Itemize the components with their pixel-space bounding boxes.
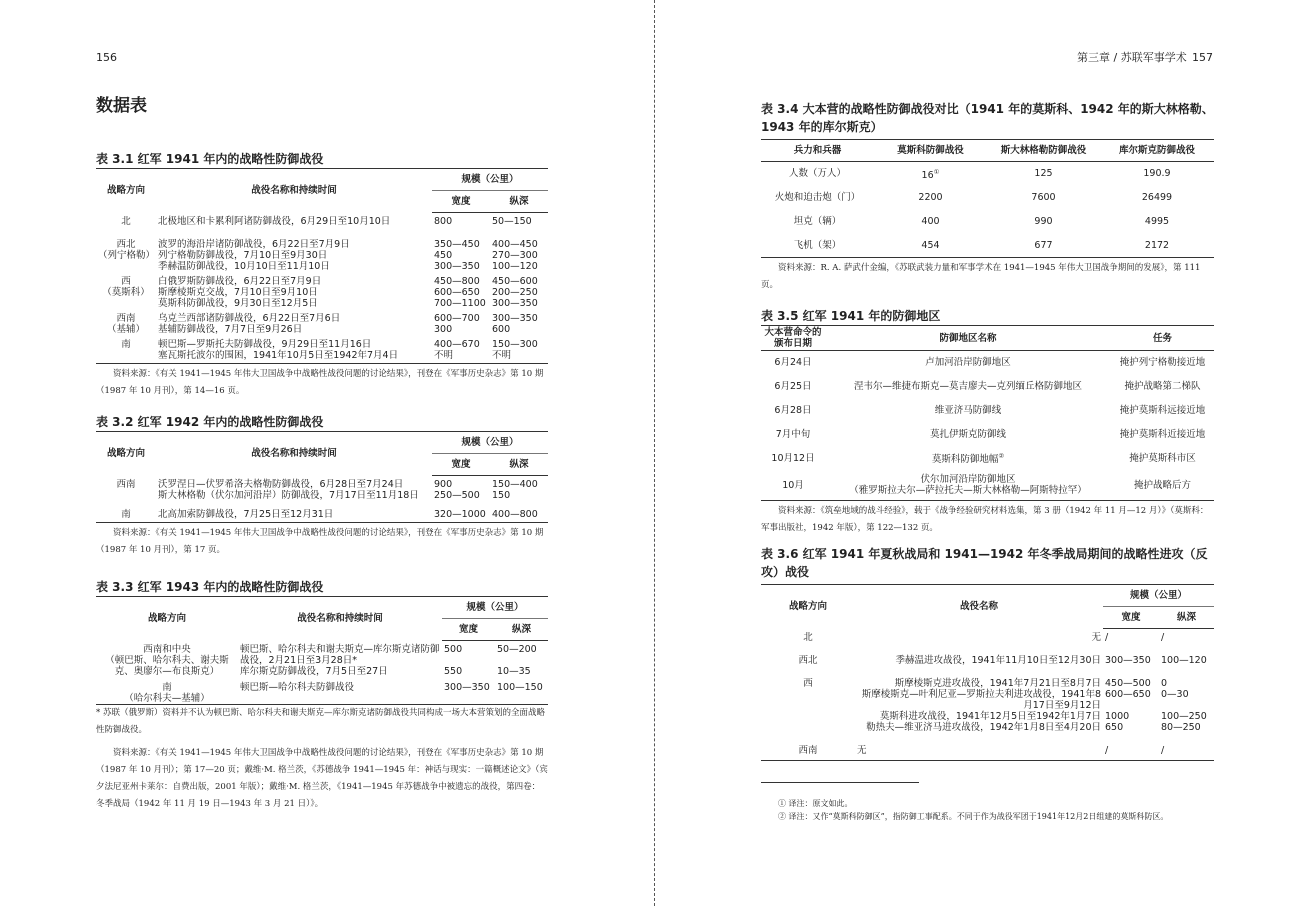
cell-width: 300—350 <box>442 679 495 705</box>
header-scale: 规模（公里） <box>1103 585 1214 607</box>
cell-value: 16① <box>921 167 940 181</box>
cell-direction: 西北 （列宁格勒） <box>98 239 156 261</box>
table-3-2-source: 资料来源：《有关 1941—1945 年伟大卫国战争中战略性战役问题的讨论结果》，刊登在《军事历史杂志》第 10 期（1987 年 10 月刊），第 17 页。 <box>96 528 544 555</box>
header-depth: 纵深 <box>490 454 548 476</box>
header-direction: 战略方向 <box>96 169 156 213</box>
table-row <box>96 311 548 337</box>
cell-area: 涅韦尔—维捷布斯克—莫吉廖夫—克列缅丘格防御地区 <box>853 381 1082 392</box>
table-row <box>96 503 548 523</box>
cell-depth: 300—350 600 <box>492 313 538 335</box>
table-header: 防御地区名称 <box>825 326 1111 351</box>
table-3-3-note: * 苏联（俄罗斯）资料并不认为顿巴斯、哈尔科夫和谢夫斯克—库尔斯克诸防御战役共同构成一场大本营策划的全面战略性防御战役。 <box>96 708 545 735</box>
table-row <box>96 229 548 274</box>
cell-area: 维亚济马防御线 <box>934 405 1002 416</box>
cell-value: 125 <box>1034 168 1053 180</box>
table-3-6 <box>761 545 1214 761</box>
table-3-4 <box>761 100 1214 294</box>
table-row <box>761 737 1214 761</box>
section-title: 数据表 <box>96 96 147 116</box>
page-gutter <box>654 0 655 906</box>
cell-direction: 西北 <box>798 655 818 666</box>
table-row <box>96 274 548 311</box>
table-row <box>761 447 1214 471</box>
header-direction: 战略方向 <box>96 432 156 476</box>
header-width: 宽度 <box>432 454 490 476</box>
header-operation: 战役名称和持续时间 <box>238 597 442 641</box>
cell-depth: 50—150 <box>492 216 532 227</box>
cell-operation: 斯摩棱斯克进攻战役，1941年7月21日至8月7日 斯摩棱斯克—叶利尼亚—罗斯拉夫利进攻战役，1941年8月17日至9月12日 莫斯科进攻战役，1941年12月5日至1942年1月7日 勒热夫—维亚济马进攻战役，1942年1月8日至4月20日 <box>861 678 1101 733</box>
cell-value: 2200 <box>918 192 943 203</box>
cell-depth: 100—120 <box>1161 655 1207 666</box>
cell-direction: 北 <box>803 631 813 643</box>
cell-width: 450—800 600—650 700—1100 <box>434 276 486 309</box>
cell-depth: / <box>1161 632 1165 643</box>
header-scale: 规模（公里） <box>432 169 548 191</box>
table-3-4-source: 资料来源：R. A. 萨武什金编，《苏联武装力量和军事学术在 1941—1945 年伟大卫国战争期间的发展》，第 111 页。 <box>761 263 1201 290</box>
cell-area: 莫斯科防御地幅② <box>931 452 1005 466</box>
header-direction: 战略方向 <box>761 585 855 629</box>
cell-task: 掩护莫斯科市区 <box>1129 453 1196 464</box>
cell-force-type: 火炮和迫击炮（门） <box>774 192 861 203</box>
cell-area: 卢加河沿岸防御地区 <box>925 357 1011 369</box>
table-row <box>761 186 1214 210</box>
cell-depth: 150—300 不明 <box>490 337 548 364</box>
table-3-3-body <box>96 641 548 705</box>
header-depth: 纵深 <box>495 619 548 641</box>
header-operation: 战役名称 <box>855 585 1103 629</box>
cell-area: 伏尔加河沿岸防御地区 （雅罗斯拉夫尔—萨拉托夫—斯大林格勒—阿斯特拉罕） <box>825 471 1111 501</box>
cell-width: / <box>1105 632 1109 643</box>
cell-force-type: 飞机（架） <box>761 234 874 258</box>
cell-value: 4995 <box>1144 216 1170 227</box>
cell-operation: 季赫温进攻战役，1941年11月10日至12月30日 <box>895 655 1101 666</box>
cell-operation: 无 <box>855 737 1103 761</box>
cell-value: 7600 <box>1031 192 1056 203</box>
cell-direction: 西 （莫斯科） <box>102 276 150 298</box>
table-row <box>96 213 548 230</box>
header-depth: 纵深 <box>490 191 548 213</box>
table-row <box>96 679 548 705</box>
cell-date: 6月24日 <box>774 357 812 369</box>
page-number-left: 156 <box>96 51 117 64</box>
right-page <box>657 0 1307 906</box>
cell-date: 10月 <box>761 471 825 501</box>
cell-direction: 北 <box>121 215 131 227</box>
header-width: 宽度 <box>1103 607 1159 629</box>
cell-task: 掩护列宁格勒接近地 <box>1119 357 1206 369</box>
cell-direction: 西南和中央 （顿巴斯、哈尔科夫、谢夫斯克、奥廖尔—布良斯克） <box>105 643 229 677</box>
table-3-5-source: 资料来源：《筑垒地域的战斗经验》，载于《战争经验研究材料选集，第 3 册（1942 年 11 月—12 月）》（莫斯科：军事出版社，1942 年版），第 122—132 页。 <box>761 506 1209 533</box>
cell-width: 300—350 <box>1105 655 1151 666</box>
table-row <box>761 399 1214 423</box>
cell-value: 454 <box>874 234 987 258</box>
cell-operation: 波罗的海沿岸诸防御战役，6月22日至7月9日 列宁格勒防御战役，7月10日至9月30日 季赫温防御战役，10月10日至11月10日 <box>158 239 350 272</box>
table-row <box>761 423 1214 447</box>
cell-operation: 顿巴斯—哈尔科夫防御战役 <box>238 679 442 705</box>
cell-depth: 150—400 150 <box>492 479 538 501</box>
table-row <box>761 471 1214 501</box>
footnote-marker-2: ② <box>998 452 1005 461</box>
table-3-1 <box>96 150 548 400</box>
header-depth: 纵深 <box>1159 607 1214 629</box>
cell-depth: 0 0—30 100—250 80—250 <box>1161 678 1207 733</box>
table-3-3-source: 资料来源：《有关 1941—1945 年伟大卫国战争中战略性战役问题的讨论结果》，刊登在《军事历史杂志》第 10 期（1987 年 10 月刊）；第 17—20 页；戴维·M. 格兰茨，《苏德战争 1941—1945 年：神话与现实：一篇概述论文》（宾夕法尼亚州卡莱尔：自费出版，2001 年版）；戴维·M. 格兰茨，《1941—1945 年苏德战争中被遗忘的战役，第四卷：冬季战局（1942 年 11 月 19 日—1943 年 3 月 21 日）》。 <box>96 748 548 809</box>
table-3-6-body <box>761 629 1214 761</box>
header-direction: 战略方向 <box>96 597 238 641</box>
table-header: 任务 <box>1111 326 1214 351</box>
cell-operation: 北极地区和卡累利阿诸防御战役，6月29日至10月10日 <box>158 215 391 227</box>
table-row <box>761 234 1214 258</box>
footnote-2: ② 译注：又作“莫斯科防御区”，指防御工事配系。不同于作为战役军团于1941年12月2日组建的莫斯科防区。 <box>778 812 1169 821</box>
table-header: 斯大林格勒防御战役 <box>987 140 1100 162</box>
cell-operation: 无 <box>1091 631 1101 643</box>
cell-depth: 400—450 270—300 100—120 <box>492 239 538 272</box>
cell-task: 掩护战略后方 <box>1111 471 1214 501</box>
table-row <box>761 210 1214 234</box>
cell-operation: 白俄罗斯防御战役，6月22日至7月9日 斯摩棱斯克交战，7月10日至9月10日 莫斯科防御战役，9月30日至12月5日 <box>158 276 322 309</box>
cell-value: 677 <box>987 234 1100 258</box>
cell-direction: 西南 <box>116 478 136 490</box>
cell-force-type: 坦克（辆） <box>793 216 842 227</box>
table-3-5 <box>761 307 1214 537</box>
table-3-4-body <box>761 162 1214 258</box>
cell-depth: 450—600 200—250 300—350 <box>492 276 538 309</box>
cell-value: 400 <box>921 216 940 227</box>
table-3-2-title: 表 3.2 红军 1942 年内的战略性防御战役 <box>96 415 324 429</box>
cell-value: 190.9 <box>1143 168 1171 180</box>
table-row <box>761 351 1214 375</box>
cell-date: 10月12日 <box>771 453 815 464</box>
cell-direction: 西南 <box>761 737 855 761</box>
cell-direction: 南 （哈尔科夫—基辅） <box>96 679 238 705</box>
cell-direction: 南 <box>96 337 156 364</box>
cell-depth: 100—150 <box>495 679 548 705</box>
table-3-1-title: 表 3.1 红军 1941 年内的战略性防御战役 <box>96 152 324 166</box>
table-3-3-title: 表 3.3 红军 1943 年内的战略性防御战役 <box>96 580 324 594</box>
footnote-rule <box>761 782 919 783</box>
cell-direction: 南 <box>96 503 156 523</box>
table-row <box>761 162 1214 186</box>
cell-depth: 50—200 10—35 <box>497 644 537 677</box>
header-operation: 战役名称和持续时间 <box>156 169 432 213</box>
cell-force-type: 人数（万人） <box>788 168 846 180</box>
table-row <box>96 641 548 680</box>
left-page <box>0 0 652 906</box>
cell-width: 900 250—500 <box>434 479 480 501</box>
cell-width: 450—500 600—650 1000 650 <box>1105 678 1151 733</box>
cell-operation: 乌克兰西部诸防御战役，6月22日至7月6日 基辅防御战役，7月7日至9月26日 <box>158 313 341 335</box>
table-row <box>761 375 1214 399</box>
cell-task: 掩护莫斯科远接近地 <box>1119 405 1206 416</box>
cell-depth: 400—800 <box>490 503 548 523</box>
table-row <box>761 647 1214 670</box>
cell-width: 500 550 <box>444 644 463 677</box>
footnote-1: ① 译注：原文如此。 <box>778 799 853 808</box>
cell-width: 800 <box>434 216 453 227</box>
footnote-marker-1: ① <box>933 167 940 176</box>
cell-operation: 顿巴斯、哈尔科夫和谢夫斯克—库尔斯克诸防御战役，2月21日至3月28日* 库尔斯克防御战役，7月5日至27日 <box>240 643 440 677</box>
cell-value: 990 <box>1034 216 1053 227</box>
header-width: 宽度 <box>432 191 490 213</box>
table-3-1-source: 资料来源：《有关 1941—1945 年伟大卫国战争中战略性战役问题的讨论结果》，刊登在《军事历史杂志》第 10 期（1987 年 10 月刊），第 14—16 页。 <box>96 369 544 396</box>
cell-task: 掩护战略第二梯队 <box>1124 381 1201 392</box>
header-width: 宽度 <box>442 619 495 641</box>
table-3-5-body <box>761 351 1214 501</box>
cell-operation: 沃罗涅日—伏罗希洛夫格勒防御战役，6月28日至7月24日 斯大林格勒（伏尔加河沿岸）防御战役，7月17日至11月18日 <box>158 478 419 501</box>
cell-width: 600—700 300 <box>434 313 480 335</box>
table-header: 兵力和兵器 <box>761 140 874 162</box>
table-3-4-title: 表 3.4 大本营的战略性防御战役对比（1941 年的莫斯科、1942 年的斯大林格勒、1943 年的库尔斯克） <box>761 102 1214 134</box>
table-3-2 <box>96 413 548 559</box>
cell-depth: / <box>1159 737 1214 761</box>
cell-operation: 北高加索防御战役，7月25日至12月31日 <box>156 503 432 523</box>
running-header: 第三章 / 苏联军事学术 <box>1077 51 1187 64</box>
cell-direction: 西南 （基辅） <box>106 313 145 335</box>
cell-width: 350—450 450 300—350 <box>434 239 480 272</box>
cell-task: 掩护莫斯科近接近地 <box>1119 429 1206 440</box>
table-row <box>96 337 548 364</box>
page-number-right: 157 <box>1192 51 1213 64</box>
table-header: 莫斯科防御战役 <box>874 140 987 162</box>
table-3-5-title: 表 3.5 红军 1941 年的防御地区 <box>761 309 941 323</box>
header-operation: 战役名称和持续时间 <box>156 432 432 476</box>
cell-value: 26499 <box>1141 192 1173 203</box>
table-3-1-body <box>96 213 548 364</box>
table-header: 大本营命令的颁布日期 <box>761 326 825 351</box>
table-3-3 <box>96 578 548 813</box>
cell-width: 400—670 不明 <box>432 337 490 364</box>
table-header: 库尔斯克防御战役 <box>1100 140 1214 162</box>
table-row <box>761 670 1214 737</box>
cell-date: 6月25日 <box>774 381 812 392</box>
cell-width: 320—1000 <box>432 503 490 523</box>
cell-value: 2172 <box>1100 234 1214 258</box>
cell-operation: 顿巴斯—罗斯托夫防御战役，9月29日至11月16日 塞瓦斯托波尔的围困，1941年10月5日至1942年7月4日 <box>156 337 432 364</box>
table-3-2-body <box>96 476 548 523</box>
cell-date: 7月中旬 <box>775 429 811 440</box>
cell-width: / <box>1103 737 1159 761</box>
cell-area: 莫扎伊斯克防御线 <box>929 429 1006 440</box>
table-row <box>761 629 1214 648</box>
table-row <box>96 476 548 504</box>
table-3-6-title: 表 3.6 红军 1941 年夏秋战局和 1941—1942 年冬季战局期间的战略性进攻（反攻）战役 <box>761 547 1208 579</box>
header-scale: 规模（公里） <box>442 597 548 619</box>
cell-date: 6月28日 <box>774 405 812 416</box>
cell-direction: 西 <box>803 678 813 689</box>
header-scale: 规模（公里） <box>432 432 548 454</box>
